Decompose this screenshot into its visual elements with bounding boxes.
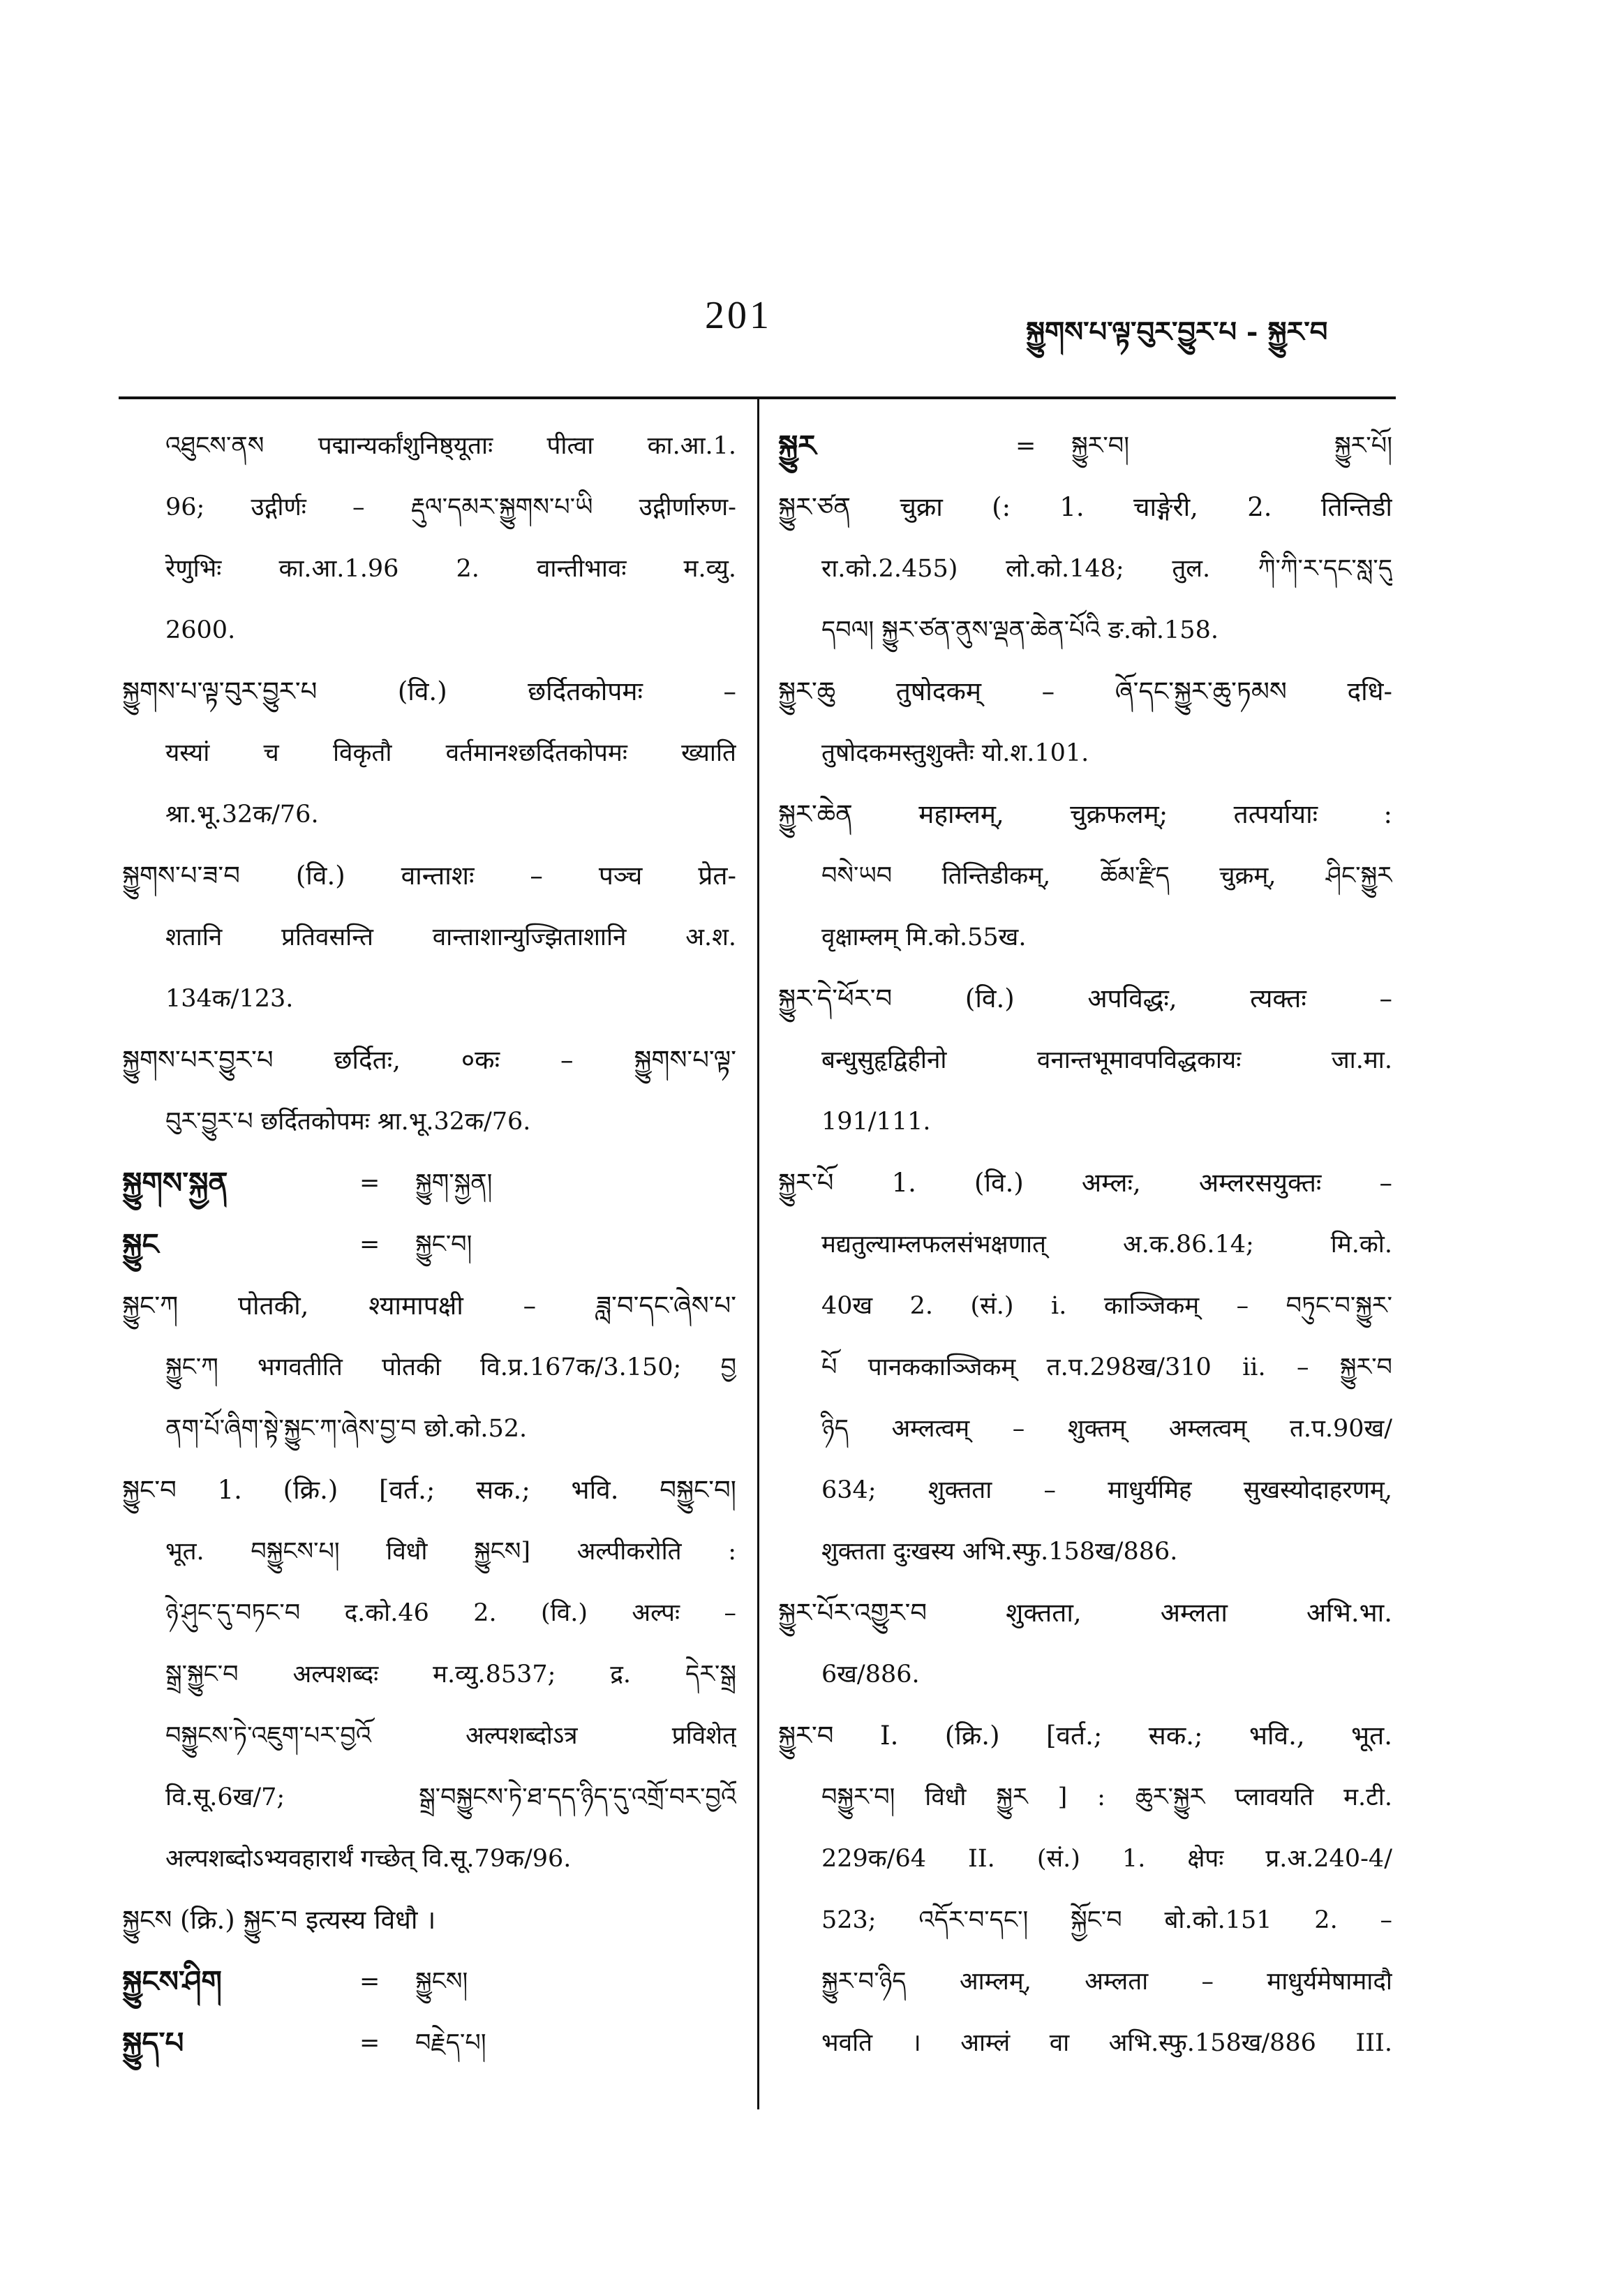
entry-text-line: अल्पशब्दोऽभ्यवहारार्थं गच्छेत् वि.सू.79क/96.: [165, 1845, 572, 1873]
entry-text-line: ནག་པོ་ཞིག་སྟེ་སྐྱུང་ཀ་ཞེས་བྱ་བ छो.को.52.: [165, 1415, 528, 1443]
headword: སྐྱུང: [122, 1227, 159, 1261]
entry-text-line: यस्यां च विकृतौ वर्तमानश्छर्दितकोपमः ख्याति: [165, 739, 736, 767]
entry-text-line: འཐུངས་ནས पद्मान्यर्कांशुनिष्ठ्यूताः पीत्वा का.आ.1.: [165, 432, 736, 460]
entry-text-line: रेणुभिः का.आ.1.96 2. वान्तीभावः म.व्यु.: [165, 555, 736, 583]
entry-headline: སྐྱུགས་པར་བྱུར་པ छर्दितः, ०कः – སྐྱུགས་པ་ལྟ་: [122, 1045, 736, 1075]
entry-headline: སྐྱུགས་པ་ལྟ་བུར་བྱུར་པ (वि.) छर्दितकोपमः –: [122, 676, 736, 706]
entry-text-line: भूत. བསྐྱུངས་པ། विधौ སྐྱུངས] अल्पीकरोति :: [165, 1538, 736, 1566]
entry-text-line: 191/111.: [821, 1108, 931, 1136]
equals-sign: =: [359, 1968, 380, 1996]
entry-text-line: བསྐྱུར་བ། विधौ སྐྱུར ] : ཆུར་སྐྱུར प्लावयति म.टी.: [821, 1783, 1392, 1811]
reference-target: སྐྱུར་བ། སྐྱུར་པོ།: [1071, 432, 1392, 460]
entry-headline: སྐྱུང་ཀ पोतकी, श्यामापक्षी – ཟླ་བ་དང་ཞེས་པ་: [122, 1291, 736, 1321]
entry-headline: སྐྱུར་ཙན चुक्रा (: 1. चाङ्गेरी, 2. तिन्तिडी: [778, 492, 1392, 522]
entry-text-line: तुषोदकमस्तुशुक्तैः यो.श.101.: [821, 739, 1089, 767]
entry-text-line: སྒྲ་སྐྱུང་བ अल्पशब्दः म.व्यु.8537; द्र. དེར་སྒྲ: [165, 1661, 736, 1688]
reference-target: སྐྱུངས།: [415, 1968, 468, 1996]
entry-headline: སྐྱུར་ཆུ तुषोदकम् – ཞོ་དང་སྐྱུར་ཆུ་ཏམས दधि-: [778, 676, 1392, 706]
entry-headline: སྐྱུང་བ 1. (क्रि.) [वर्त.; सक.; भवि. བསྐྱུང་བ།: [122, 1475, 736, 1505]
entry-text-line: བསེ་ཡབ तिन्तिडीकम्, ཆོམ་རྫིད चुक्रम्, ཤིང་སྐྱུར: [821, 862, 1392, 890]
headword: སྐྱུད་པ: [122, 2026, 184, 2060]
entry-text-line: वि.सू.6ख/7; སྒྲ་བསྐྱུངས་ཏེ་ཐ་དད་ཉིད་དུ་འགྲོ་བར་བྱའོ: [165, 1783, 736, 1811]
entry-text-line: བསྐྱུངས་ཏེ་འཇུག་པར་བྱའོ अल्पशब्दोऽत्र प्रविशेत्: [165, 1722, 736, 1750]
equals-sign: =: [359, 1169, 380, 1197]
entry-text-line: སྐྱུང་ཀ भगवतीति पोतकी वि.प्र.167क/3.150; བྱ: [165, 1353, 736, 1381]
left-column: [122, 415, 736, 2074]
equals-sign: =: [359, 2029, 380, 2057]
entry-text-line: 523; འདོར་བ་དང་། སྐྱོང་བ बो.को.151 2. –: [821, 1906, 1392, 1934]
reference-target: སྐྱུང་བ།: [415, 1231, 472, 1259]
right-column: [778, 415, 1392, 2074]
entry-text-line: བུར་བྱུར་པ छर्दितकोपमः श्रा.भू.32क/76.: [165, 1108, 531, 1136]
headword: སྐྱུངས་ཤིག: [122, 1964, 222, 1998]
entry-headline: སྐྱུར་ཆེན महाम्लम्, चुक्रफलम्; तत्पर्यायाः :: [778, 799, 1392, 829]
cross-reference-entry: [122, 1951, 736, 2012]
reference-target: སྐྱུག་སྐྱན།: [415, 1169, 493, 1197]
entry-text-line: 40ख 2. (सं.) i. काञ्जिकम् – བཏུང་བ་སྐྱུར་: [821, 1292, 1392, 1320]
entry-headline: སྐྱུར་པོར་འགྱུར་བ शुक्तता, अम्लता अभि.भा.: [778, 1598, 1392, 1628]
entry-text-line: པོ पानककाञ्जिकम् त.प.298ख/310 ii. – སྐྱུར་བ: [821, 1353, 1392, 1381]
cross-reference-entry: [122, 1152, 736, 1214]
entry-headline: སྐྱུངས (क्रि.) སྐྱུང་བ इत्यस्य विधौ ।: [122, 1905, 436, 1935]
entry-text-line: 6ख/886.: [821, 1661, 920, 1688]
entry-headline: སྐྱུར་དེ་ཕོར་བ (वि.) अपविद्धः, त्यक्तः –: [778, 984, 1392, 1014]
reference-target: བརྗེད་པ།: [415, 2029, 486, 2057]
entry-text-line: 634; शुक्तता – माधुर्यमिह सुखस्योदाहरणम्,: [821, 1476, 1392, 1504]
entry-text-line: भवति । आम्लं वा अभि.स्फु.158ख/886 III.: [821, 2029, 1392, 2057]
entry-text-line: वृक्षाम्लम् मि.को.55ख.: [821, 923, 1027, 951]
equals-sign: =: [1015, 432, 1036, 460]
entry-text-line: मद्यतुल्याम्लफलसंभक्षणात् अ.क.86.14; मि.को.: [821, 1231, 1392, 1259]
entry-text-line: དབལ། སྐྱུར་ཙན་ནུས་ལྡན་ཆེན་པོའི ङ.को.158.: [821, 616, 1219, 644]
entry-text-line: སྐྱུར་བ་ཉིད आम्लम्, अम्लता – माधुर्यमेषामादौ: [821, 1968, 1392, 1996]
entry-text-line: 134क/123.: [165, 985, 294, 1013]
entry-text-line: ཉེ་ཤུང་དུ་བཏང་བ द.को.46 2. (वि.) अल्पः –: [165, 1599, 736, 1627]
entry-headline: སྐྱུར་པོ 1. (वि.) अम्लः, अम्लरसयुक्तः –: [778, 1168, 1392, 1198]
entry-text-line: रा.को.2.455) लो.को.148; तुल. ཀི་ཀི་ར་དང་སླ་དུ: [821, 555, 1392, 583]
entry-text-line: 2600.: [165, 616, 236, 644]
running-head: སྐྱུགས་པ་ལྟ་བུར་བྱུར་པ - སྐྱུར་བ: [1026, 316, 1328, 348]
entry-headline: སྐྱུགས་པ་ཟ་བ (वि.) वान्ताशः – पञ्च प्रेत-: [122, 861, 736, 891]
cross-reference-entry: [778, 415, 1392, 477]
entry-text-line: बन्धुसुहृद्विहीनो वनान्तभूमावपविद्धकायः जा.मा.: [821, 1046, 1392, 1074]
column-divider: [757, 399, 759, 2109]
entry-text-line: 96; उद्गीर्णः – རྡུལ་དམར་སྐྱུགས་པ་ཡི उद्गीर्णारुण-: [165, 493, 736, 521]
entry-text-line: 229क/64 II. (सं.) 1. क्षेपः प्र.अ.240-4/: [821, 1845, 1392, 1873]
headword: སྐྱུགས་སྐྱན: [122, 1166, 228, 1200]
entry-text-line: शुक्तता दुःखस्य अभि.स्फु.158ख/886.: [821, 1538, 1178, 1566]
entry-text-line: शतानि प्रतिवसन्ति वान्ताशान्युज्झिताशानि अ.श.: [165, 923, 736, 951]
cross-reference-entry: [122, 1214, 736, 1275]
page-number: 201: [705, 294, 772, 337]
entry-text-line: ཉིད अम्लत्वम् – शुक्तम् अम्लत्वम् त.प.90ख/: [821, 1415, 1392, 1443]
entry-headline: སྐྱུར་བ I. (क्रि.) [वर्त.; सक.; भवि., भूत.: [778, 1721, 1392, 1751]
equals-sign: =: [359, 1231, 380, 1259]
entry-text-line: श्रा.भू.32क/76.: [165, 801, 319, 829]
cross-reference-entry: [122, 2012, 736, 2074]
headword: སྐྱུར: [778, 429, 817, 463]
